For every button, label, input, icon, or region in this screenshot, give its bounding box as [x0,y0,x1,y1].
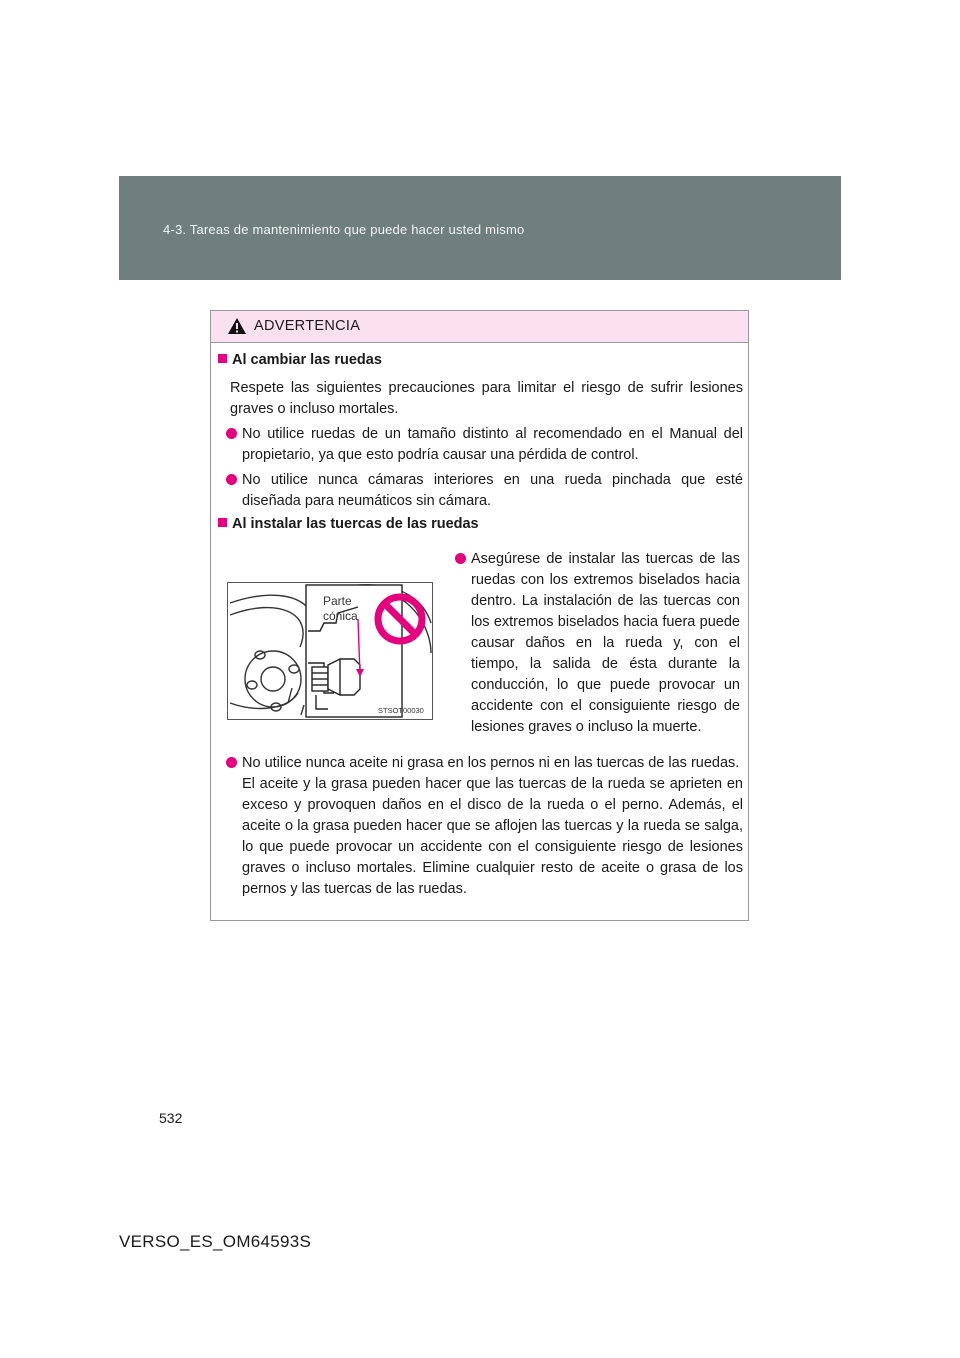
figure-label-part: Parte [323,594,352,608]
section-header-band [119,176,841,280]
warning-title: ADVERTENCIA [254,318,361,334]
square-bullet-icon [218,354,227,363]
page-number: 532 [159,1110,183,1126]
square-bullet-icon [218,518,227,527]
figure-code: STSOT00030 [378,706,424,715]
wheel-nut-drawing [228,583,432,719]
figure-label-conical: cónica [323,609,358,623]
intro-paragraph: Respete las siguientes precauciones para limitar el riesgo de sufrir lesiones graves o incluso mortales. [230,380,743,417]
bullet-dot-icon [226,757,237,768]
bullet-wheel-size: No utilice ruedas de un tamaño distinto al recomendado en el Manual del propietario, ya que esto podría causar una pérdida de control. [242,424,743,466]
bullet-dot-icon [455,553,466,564]
bullet-dot-icon [226,428,237,439]
wheel-nut-illustration [227,582,433,720]
section-heading-installing-nuts: Al instalar las tuercas de las ruedas [218,516,479,532]
bullet-inner-tube: No utilice nunca cámaras interiores en una rueda pinchada que esté diseñada para neumáticos sin cámara. [242,470,743,512]
warning-triangle-icon [227,317,247,335]
warning-header [211,311,748,343]
document-code: VERSO_ES_OM64593S [119,1232,312,1251]
warning-box [210,310,749,921]
bullet-beveled-ends: Asegúrese de instalar las tuercas de las ruedas con los extremos biselados hacia dentro. La instalación de las tuercas con los extremos biselados hacia fuera puede causar daños en la rueda y, con el tiempo, la salida de ésta durante la conducción, lo que puede provocar un accidente con el consiguiente riesgo de lesiones graves o incluso la muerte. [471,549,740,738]
section-title: 4-3. Tareas de mantenimiento que puede hacer usted mismo [163,222,525,237]
section-heading-changing-wheels: Al cambiar las ruedas [218,352,382,368]
bullet-dot-icon [226,474,237,485]
bullet-no-oil-grease: No utilice nunca aceite ni grasa en los pernos ni en las tuercas de las ruedas. El aceite y la grasa pueden hacer que las tuercas de la rueda se aprieten en exceso y provoquen daños en el disco de la rueda o el perno. Además, el aceite o la grasa pueden hacer que se aflojen las tuercas y la rueda se salga, lo que puede provocar un accidente con el consiguiente riesgo de lesiones graves o incluso mortales. Elimine cualquier resto de aceite o grasa de los pernos y las tuercas de las ruedas. [242,753,743,900]
